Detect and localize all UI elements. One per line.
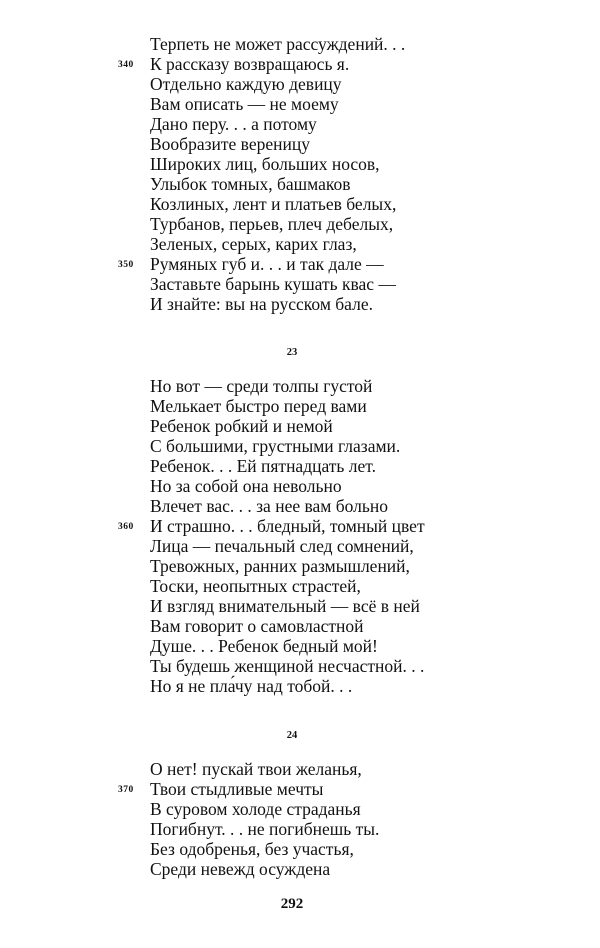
line-number: 360	[118, 522, 134, 532]
verse-text: Отдельно каждую девицу	[150, 74, 342, 94]
line-number: 340	[118, 60, 134, 70]
verse-text: Ты будешь женщиной несчастной. . .	[150, 656, 425, 676]
verse-text: Твои стыдливые мечты	[150, 779, 324, 799]
stanza-number: 23	[286, 347, 298, 358]
stanza-number: 24	[286, 730, 298, 741]
verse-text: Вообразите вереницу	[150, 134, 310, 154]
verse-line	[118, 54, 405, 74]
verse-line	[150, 376, 425, 396]
verse-line	[150, 636, 425, 656]
verse-text: И знайте: вы на русском бале.	[150, 294, 373, 314]
verse-line	[150, 74, 405, 94]
verse-line	[150, 214, 405, 234]
verse-text: Но вот — среди толпы густой	[150, 376, 373, 396]
verse-line	[150, 134, 405, 154]
verse-line	[150, 34, 405, 54]
verse-line	[150, 799, 379, 819]
verse-line	[118, 516, 425, 536]
verse-line	[150, 114, 405, 134]
verse-text: Ребенок робкий и немой	[150, 416, 333, 436]
verse-line	[150, 859, 379, 879]
verse-line	[150, 556, 425, 576]
verse-text: Погибнут. . . не погибнешь ты.	[150, 819, 380, 839]
verse-line	[150, 616, 425, 636]
verse-text: Ребенок. . . Ей пятнадцать лет.	[150, 456, 376, 476]
verse-text: Вам описать — не моему	[150, 94, 339, 114]
verse-text: В суровом холоде страданья	[150, 799, 361, 819]
verse-line	[150, 94, 405, 114]
stanza-1	[118, 34, 406, 314]
verse-line	[150, 154, 405, 174]
verse-line	[150, 536, 425, 556]
verse-text: Тоски, неопытных страстей,	[150, 576, 361, 596]
stanza-3	[118, 759, 380, 879]
verse-line	[150, 396, 425, 416]
verse-line	[150, 656, 425, 676]
verse-line	[150, 416, 425, 436]
verse-line	[150, 234, 405, 254]
verse-text: Но я не пла́чу над тобой. . .	[150, 676, 353, 696]
verse-line	[118, 254, 405, 274]
verse-text: И взгляд внимательный — всё в ней	[150, 596, 420, 616]
verse-line	[118, 779, 379, 799]
verse-text: Зеленых, серых, карих глаз,	[150, 234, 357, 254]
verse-line	[150, 274, 405, 294]
verse-text: Влечет вас. . . за нее вам больно	[150, 496, 388, 516]
verse-line	[150, 456, 425, 476]
verse-line	[150, 576, 425, 596]
verse-text: Среди невежд осуждена	[150, 859, 331, 879]
verse-text: Румяных губ и. . . и так дале —	[150, 254, 384, 274]
verse-line	[150, 496, 425, 516]
page-number: 292	[280, 896, 304, 912]
verse-line	[150, 476, 425, 496]
verse-line	[150, 174, 405, 194]
verse-line	[150, 676, 425, 696]
verse-text: Но за собой она невольно	[150, 476, 342, 496]
line-number: 350	[118, 260, 134, 270]
verse-text: И страшно. . . бледный, томный цвет	[150, 516, 425, 536]
verse-text: Лица — печальный след сомнений,	[150, 536, 414, 556]
verse-text: Без одобренья, без участья,	[150, 839, 354, 859]
stanza-2	[118, 376, 425, 696]
verse-line	[150, 194, 405, 214]
verse-line	[150, 436, 425, 456]
verse-text: Широких лиц, больших носов,	[150, 154, 380, 174]
verse-text: О нет! пускай твои желанья,	[150, 759, 362, 779]
verse-line	[150, 294, 405, 314]
verse-text: Дано перу. . . а потому	[150, 114, 317, 134]
verse-text: Вам говорит о самовластной	[150, 616, 364, 636]
verse-line	[150, 819, 379, 839]
verse-line	[150, 759, 379, 779]
verse-text: К рассказу возвращаюсь я.	[150, 54, 350, 74]
verse-text: Козлиных, лент и платьев белых,	[150, 194, 397, 214]
verse-text: Терпеть не может рассуждений. . .	[150, 34, 406, 54]
verse-text: Душе. . . Ребенок бедный мой!	[150, 636, 378, 656]
verse-line	[150, 839, 379, 859]
verse-line	[150, 596, 425, 616]
line-number: 370	[118, 785, 134, 795]
verse-text: Тревожных, ранних размышлений,	[150, 556, 410, 576]
verse-text: Турбанов, перьев, плеч дебелых,	[150, 214, 394, 234]
verse-text: С большими, грустными глазами.	[150, 436, 401, 456]
verse-text: Заставьте барынь кушать квас —	[150, 274, 396, 294]
verse-text: Улыбок томных, башмаков	[150, 174, 351, 194]
verse-text: Мелькает быстро перед вами	[150, 396, 367, 416]
